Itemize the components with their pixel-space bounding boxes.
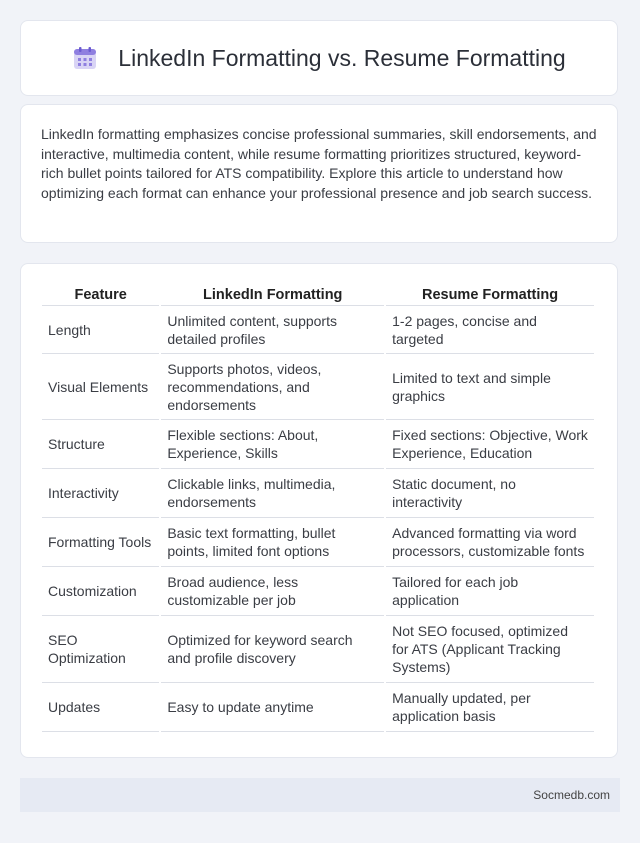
cell-resume: Not SEO focused, optimized for ATS (Applicant Tracking Systems)	[386, 616, 594, 683]
cell-resume: Limited to text and simple graphics	[386, 354, 594, 420]
table-row	[42, 420, 594, 469]
cell-feature: Interactivity	[42, 469, 159, 518]
cell-feature: Visual Elements	[42, 354, 159, 420]
cell-linkedin: Flexible sections: About, Experience, Skills	[161, 420, 384, 469]
cell-feature: Length	[42, 306, 159, 354]
cell-resume: 1-2 pages, concise and targeted	[386, 306, 594, 354]
table-row	[42, 306, 594, 354]
table-row	[42, 518, 594, 567]
cell-feature: Structure	[42, 420, 159, 469]
cell-linkedin: Unlimited content, supports detailed profiles	[161, 306, 384, 354]
comparison-table-card	[20, 263, 618, 758]
cell-linkedin: Broad audience, less customizable per job	[161, 567, 384, 616]
table-row	[42, 354, 594, 420]
cell-linkedin: Basic text formatting, bullet points, limited font options	[161, 518, 384, 567]
header-feature: Feature	[42, 284, 159, 306]
cell-resume: Manually updated, per application basis	[386, 683, 594, 732]
title-card	[20, 20, 618, 96]
cell-feature: Updates	[42, 683, 159, 732]
cell-feature: Formatting Tools	[42, 518, 159, 567]
page-title: LinkedIn Formatting vs. Resume Formatting	[118, 44, 566, 71]
header-resume: Resume Formatting	[386, 284, 594, 306]
table-header-row	[42, 284, 594, 306]
cell-resume: Tailored for each job application	[386, 567, 594, 616]
table-row	[42, 567, 594, 616]
calendar-icon	[72, 45, 98, 71]
comparison-table	[40, 284, 596, 732]
cell-resume: Advanced formatting via word processors, customizable fonts	[386, 518, 594, 567]
intro-text: LinkedIn formatting emphasizes concise professional summaries, skill endorsements, and interactive, multimedia content, while resume formatting prioritizes structured, keyword-rich bullet points tailored for ATS compatibility. Explore this article to understand how optimizing each format can enhance your professional presence and job search success.	[41, 126, 597, 201]
footer	[20, 778, 620, 812]
intro-card	[20, 104, 618, 243]
cell-feature: Customization	[42, 567, 159, 616]
cell-linkedin: Optimized for keyword search and profile discovery	[161, 616, 384, 683]
cell-linkedin: Supports photos, videos, recommendations, and endorsements	[161, 354, 384, 420]
cell-linkedin: Clickable links, multimedia, endorsements	[161, 469, 384, 518]
table-row	[42, 683, 594, 732]
table-row	[42, 469, 594, 518]
cell-resume: Fixed sections: Objective, Work Experience, Education	[386, 420, 594, 469]
cell-feature: SEO Optimization	[42, 616, 159, 683]
cell-resume: Static document, no interactivity	[386, 469, 594, 518]
table-row	[42, 616, 594, 683]
cell-linkedin: Easy to update anytime	[161, 683, 384, 732]
source-label: Socmedb.com	[533, 788, 610, 802]
header-linkedin: LinkedIn Formatting	[161, 284, 384, 306]
